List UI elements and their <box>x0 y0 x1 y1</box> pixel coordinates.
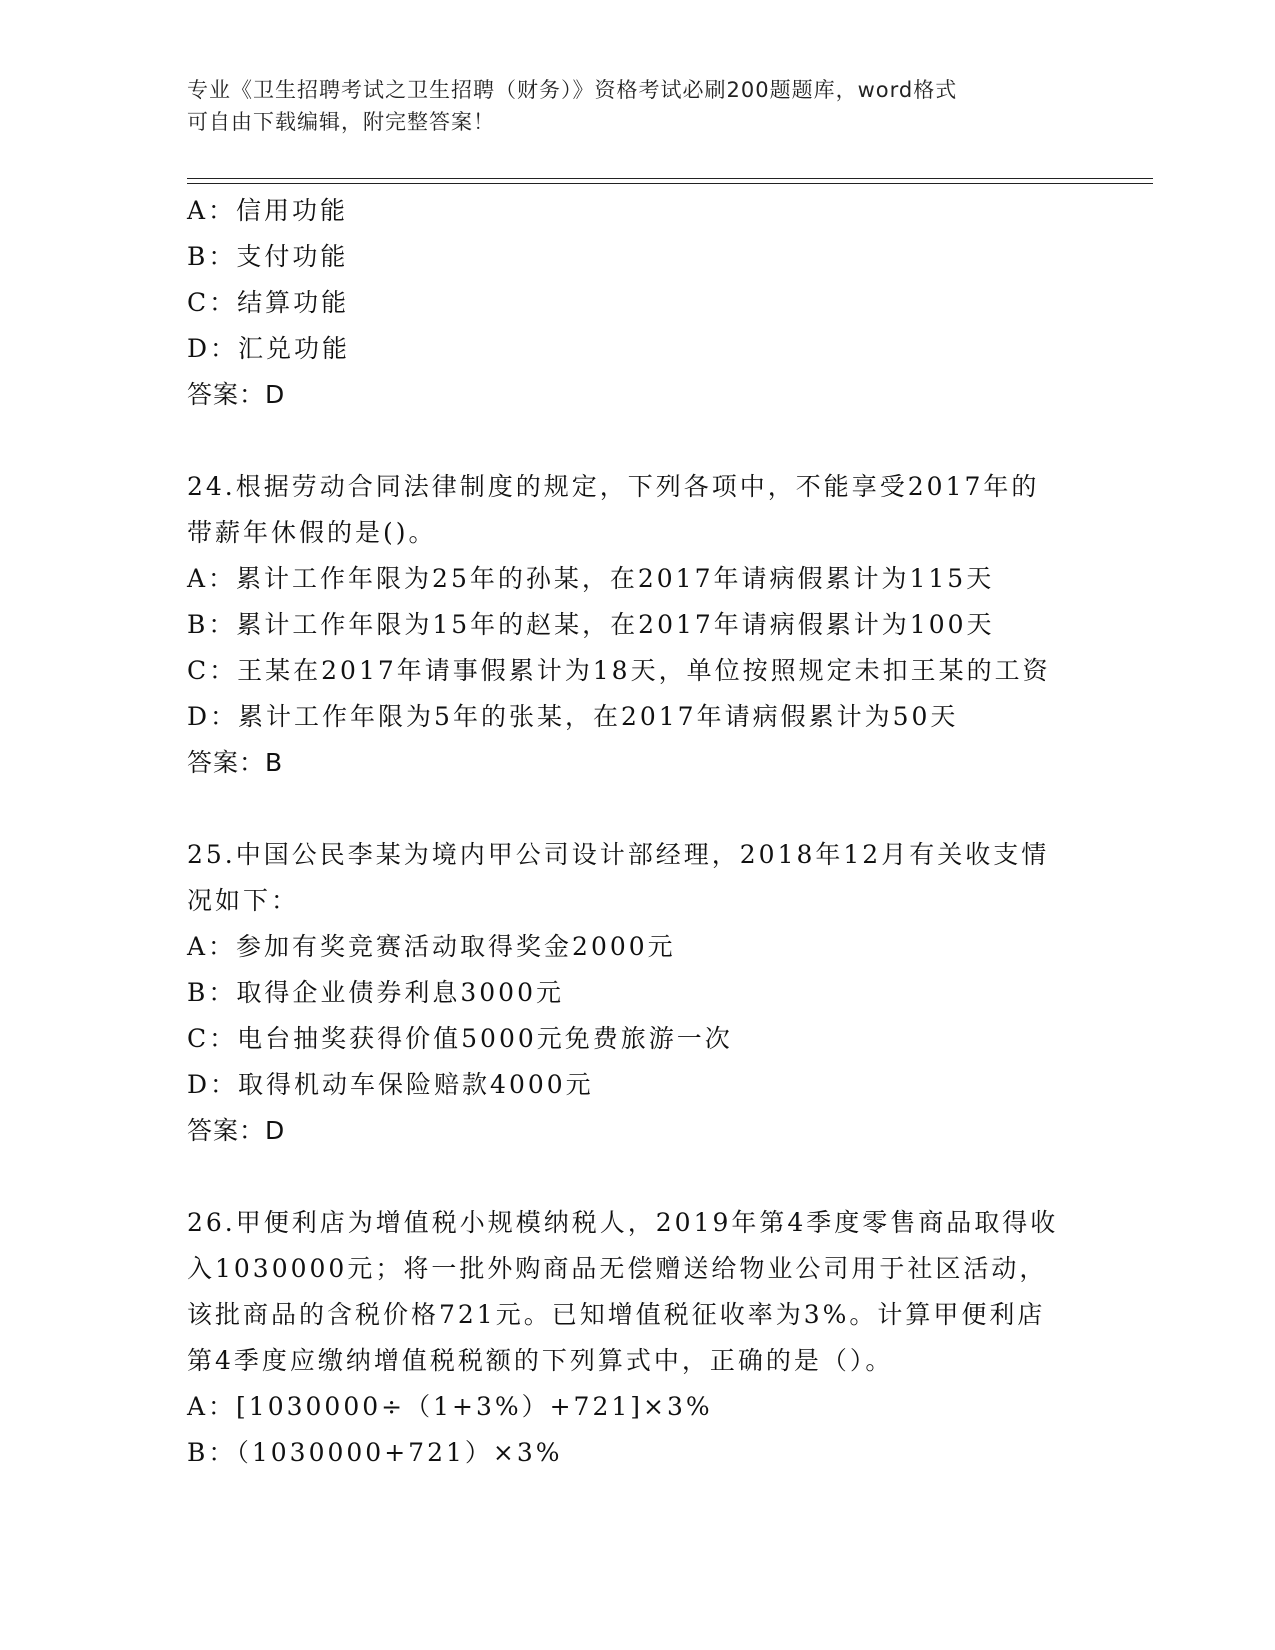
answer: 答案：D <box>187 380 286 409</box>
question-24 <box>187 464 1087 786</box>
question-23 <box>187 188 1087 418</box>
option-b: B：累计工作年限为15年的赵某，在2017年请病假累计为100天 <box>187 610 995 639</box>
option-a: A：累计工作年限为25年的孙某，在2017年请病假累计为115天 <box>187 564 995 593</box>
document-body <box>187 188 1087 1476</box>
answer: 答案：B <box>187 748 284 777</box>
option-b: B：（1030000+721）×3% <box>187 1438 563 1467</box>
question-stem-line: 况如下： <box>187 886 300 915</box>
option-c: C：结算功能 <box>187 288 350 317</box>
option-a: A：信用功能 <box>187 196 349 225</box>
question-26 <box>187 1200 1087 1476</box>
option-d: D：累计工作年限为5年的张某，在2017年请病假累计为50天 <box>187 702 959 731</box>
header-line-1: 专业《卫生招聘考试之卫生招聘（财务）》资格考试必刷200题题库，word格式 <box>187 78 958 102</box>
option-c: C：电台抽奖获得价值5000元免费旅游一次 <box>187 1024 733 1053</box>
option-c: C：王某在2017年请事假累计为18天，单位按照规定未扣王某的工资 <box>187 656 1051 685</box>
question-stem-line: 带薪年休假的是()。 <box>187 518 437 547</box>
option-a: A：参加有奖竞赛活动取得奖金2000元 <box>187 932 676 961</box>
question-stem-line: 该批商品的含税价格721元。已知增值税征收率为3%。计算甲便利店 <box>187 1300 1046 1329</box>
question-stem-line: 入1030000元；将一批外购商品无偿赠送给物业公司用于社区活动， <box>187 1254 1048 1283</box>
header-line-2: 可自由下载编辑，附完整答案！ <box>187 110 495 134</box>
option-d: D：取得机动车保险赔款4000元 <box>187 1070 594 1099</box>
option-d: D：汇兑功能 <box>187 334 351 363</box>
question-stem-line: 25.中国公民李某为境内甲公司设计部经理，2018年12月有关收支情 <box>187 840 1050 869</box>
header-divider-bottom <box>187 183 1153 184</box>
question-25 <box>187 832 1087 1154</box>
question-stem-line: 24.根据劳动合同法律制度的规定，下列各项中，不能享受2017年的 <box>187 472 1040 501</box>
question-stem-line: 26.甲便利店为增值税小规模纳税人，2019年第4季度零售商品取得收 <box>187 1208 1059 1237</box>
question-stem-line: 第4季度应缴纳增值税税额的下列算式中，正确的是（）。 <box>187 1346 894 1375</box>
option-a: A：[1030000÷（1+3%）+721]×3% <box>187 1392 713 1421</box>
option-b: B：支付功能 <box>187 242 349 271</box>
answer: 答案：D <box>187 1116 286 1145</box>
header-divider-top <box>187 178 1153 179</box>
page-header <box>187 74 1087 138</box>
option-b: B：取得企业债券利息3000元 <box>187 978 564 1007</box>
